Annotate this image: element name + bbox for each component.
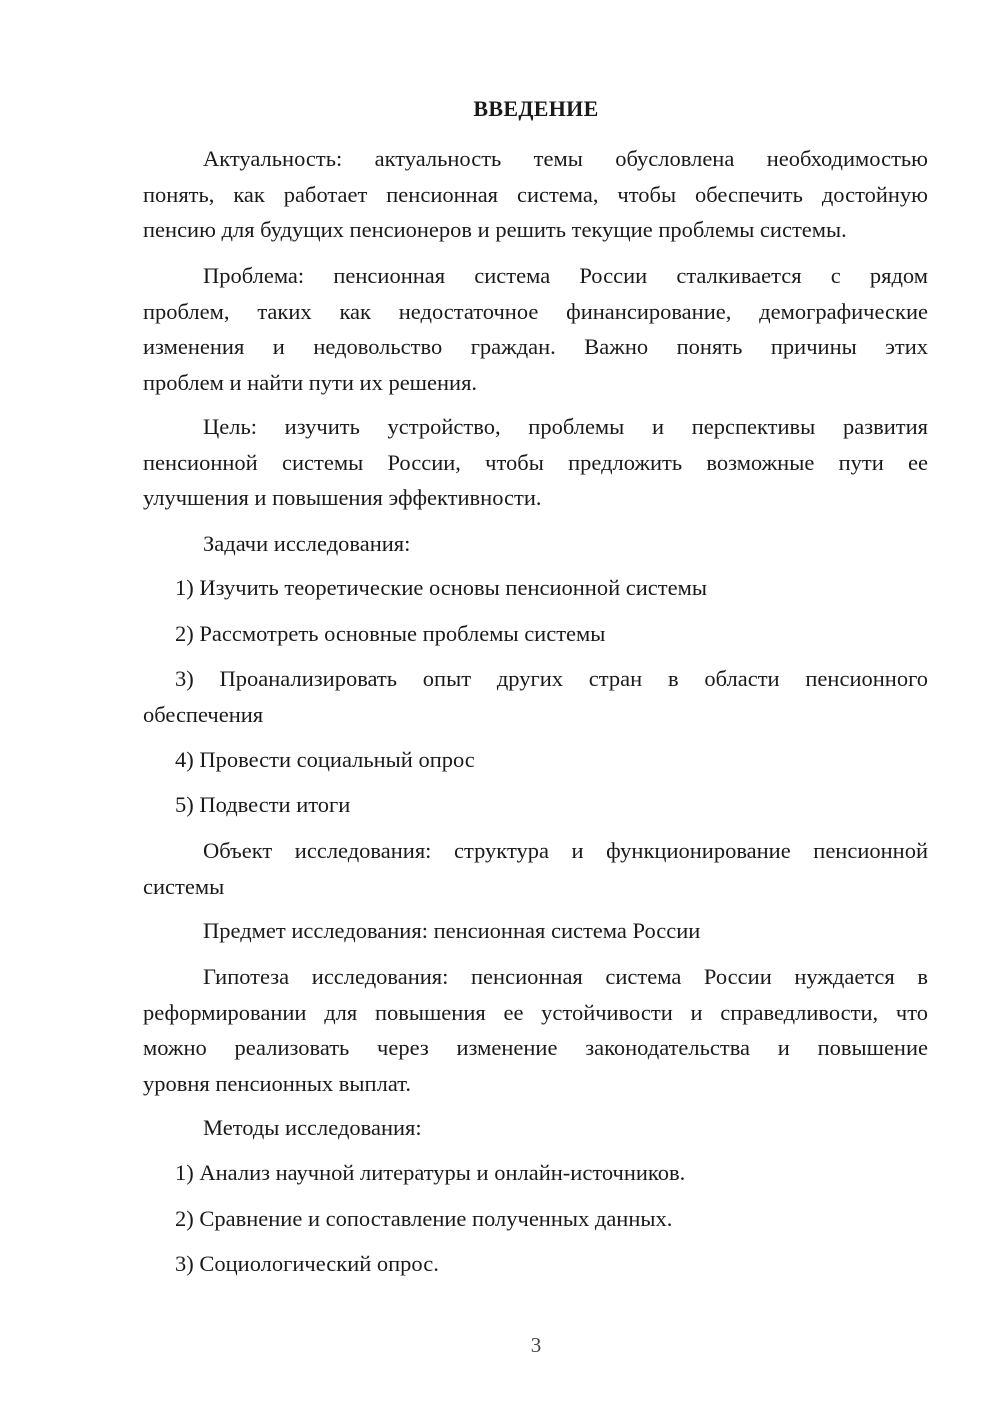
list-item: [143, 661, 928, 732]
paragraph-line: понять, как работает пенсионная система, чтобы обеспечить достойную: [143, 181, 928, 207]
paragraph-relevance: [143, 141, 928, 248]
paragraph-line: проблем и найти пути их решения.: [143, 369, 478, 395]
paragraph-line: Объект исследования: структура и функционирование пенсионной: [203, 838, 928, 863]
paragraph-line: Актуальность: актуальность темы обусловлена необходимостью: [203, 146, 928, 171]
paragraph-line: Проблема: пенсионная система России сталкивается с рядом: [203, 263, 928, 288]
list-item: 5) Подвести итоги: [175, 792, 351, 817]
paragraph-line: реформировании для повышения ее устойчивости и справедливости, что: [143, 999, 928, 1025]
paragraph-line: уровня пенсионных выплат.: [143, 1070, 411, 1096]
section-title: ВВЕДЕНИЕ: [473, 96, 599, 121]
paragraph-problem: [143, 258, 928, 400]
list-item: 2) Рассмотреть основные проблемы системы: [175, 621, 606, 646]
paragraph-line: 3) Проанализировать опыт других стран в области пенсионного: [175, 666, 928, 691]
list-item: 1) Анализ научной литературы и онлайн-источников.: [175, 1160, 686, 1185]
paragraph-subject: Предмет исследования: пенсионная система России: [203, 918, 701, 943]
paragraph-line: пенсионной системы России, чтобы предложить возможные пути ее: [143, 449, 928, 475]
paragraph-line: можно реализовать через изменение законодательства и повышение: [143, 1035, 928, 1060]
tasks-heading: Задачи исследования:: [203, 531, 411, 556]
methods-heading: Методы исследования:: [203, 1115, 422, 1140]
paragraph-line: системы: [143, 873, 225, 899]
page-number: 3: [530, 1333, 542, 1357]
paragraph-line: проблем, таких как недостаточное финансирование, демографические: [143, 298, 928, 324]
paragraph-line: изменения и недовольство граждан. Важно понять причины этих: [143, 334, 928, 359]
paragraph-line: Цель: изучить устройство, проблемы и перспективы развития: [203, 414, 928, 439]
list-item: 4) Провести социальный опрос: [175, 747, 475, 772]
paragraph-line: Гипотеза исследования: пенсионная система России нуждается в: [203, 964, 928, 989]
list-item: 3) Социологический опрос.: [175, 1251, 439, 1276]
list-item: 1) Изучить теоретические основы пенсионной системы: [175, 575, 707, 600]
paragraph-hypothesis: [143, 959, 928, 1101]
paragraph-line: пенсию для будущих пенсионеров и решить текущие проблемы системы.: [143, 217, 847, 242]
paragraph-goal: [143, 409, 928, 516]
list-item: 2) Сравнение и сопоставление полученных данных.: [175, 1206, 673, 1231]
paragraph-line: обеспечения: [143, 701, 264, 727]
paragraph-object: [143, 833, 928, 904]
paragraph-line: улучшения и повышения эффективности.: [143, 485, 542, 510]
